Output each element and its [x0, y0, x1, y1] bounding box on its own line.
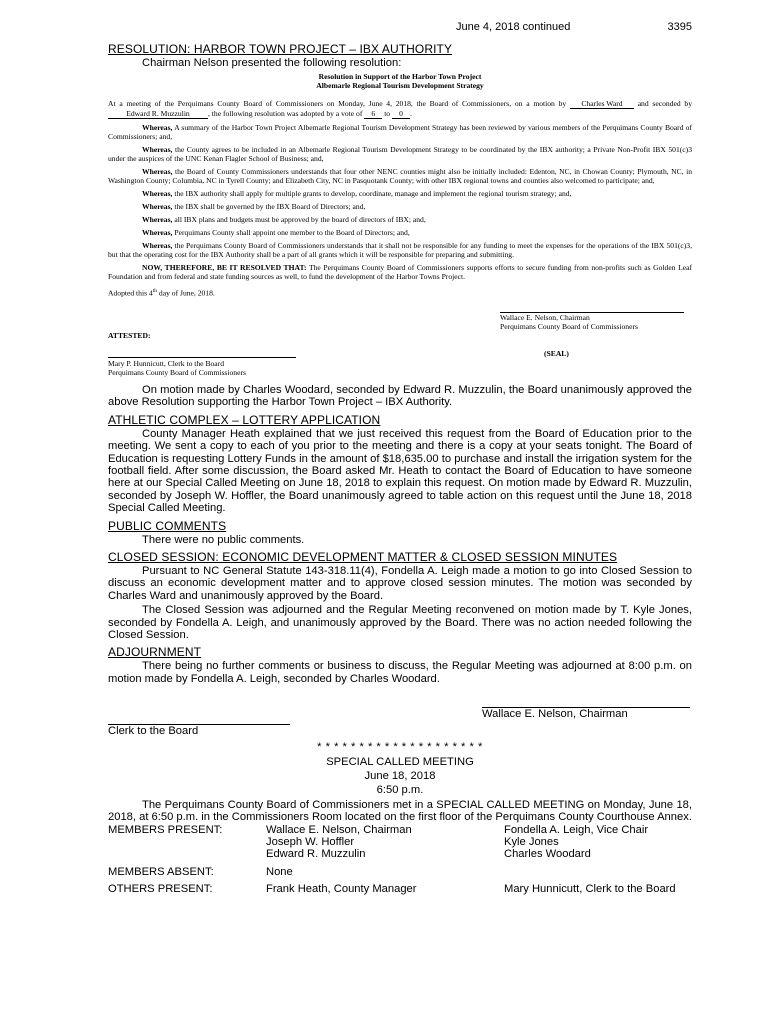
meeting-paragraph: At a meeting of the Perquimans County Board of Commissioners on Monday, June 4, 2018, the Board of Commissioners, on a motion by Charles Ward and seconded by Edward R. Muzzulin , the following resolution was adopted by a vote of 6 to 0 .: [108, 99, 692, 119]
whereas-text: the IBX shall be governed by the IBX Board of Directors; and,: [174, 202, 366, 212]
whereas-label: Whereas,: [142, 241, 173, 251]
meeting-text: At a meeting of the Perquimans County Board of Commissioners on Monday, June 4, 2018, the Board of Commissioners, on a motion by: [108, 99, 567, 109]
adopted-sup: th: [152, 288, 157, 295]
others-present-member: Mary Hunnicutt, Clerk to the Board: [504, 883, 676, 896]
whereas-8: [108, 241, 692, 259]
resolved-paragraph: [108, 263, 692, 281]
vote-text: , the following resolution was adopted by a vote of: [208, 109, 363, 119]
vote-for: 6: [364, 109, 382, 119]
whereas-label: Whereas,: [142, 189, 173, 199]
seal-label: (SEAL): [544, 348, 569, 358]
whereas-5: [108, 202, 692, 211]
whereas-text: Perquimans County shall appoint one member to the Board of Directors; and,: [174, 228, 410, 238]
adopted-prefix: Adopted this 4: [108, 288, 153, 298]
present-member: Edward R. Muzzulin: [266, 848, 366, 861]
others-present-label: OTHERS PRESENT:: [108, 883, 213, 896]
whereas-label: Whereas,: [142, 215, 173, 225]
present-member: Charles Woodard: [504, 848, 591, 861]
whereas-text: A summary of the Harbor Town Project Albemarle Regional Tourism Development Strategy has been reviewed by various members of the Perquimans County Board of Commissioners; and,: [108, 123, 692, 142]
whereas-label: Whereas,: [142, 167, 173, 177]
chair-org: Perquimans County Board of Commissioners: [500, 321, 638, 331]
whereas-label: Whereas,: [142, 228, 173, 238]
signature-block: [108, 312, 692, 384]
members-present-label: MEMBERS PRESENT:: [108, 823, 223, 836]
seconded-label: and seconded by: [637, 99, 692, 109]
special-meeting-date: June 18, 2018: [364, 770, 436, 783]
resolution-heading: RESOLUTION: HARBOR TOWN PROJECT – IBX AUTHORITY: [108, 42, 453, 56]
present-member: Kyle Jones: [504, 836, 559, 849]
adopted-suffix: day of June, 2018.: [158, 288, 215, 298]
resolution-intro: Chairman Nelson presented the following resolution:: [142, 57, 402, 69]
members-absent-row: [108, 866, 692, 878]
athletic-text: County Manager Heath explained that we just received this request from the Board of Education prior to the meeting. We sent a copy to each of you prior to the meeting and there is a copy at your seats tonight. The Board of Education is requesting Lottery Funds in the amount of $18,635.00 to purchase and install the irrigation system for the football field. After some discussion, the Board asked Mr. Heath to contact the Board of Education to have someone here at our Special Called Meeting on June 18, 2018 to explain this request. On motion made by Edward R. Muzzulin, seconded by Joseph W. Hoffler, the Board unanimously agreed to table action on this request until the June 18, 2018 Special Called Meeting.: [108, 427, 692, 515]
separator-stars: * * * * * * * * * * * * * * * * * * * *: [317, 741, 483, 754]
whereas-text: all IBX plans and budgets must be approved by the board of directors of IBX; and,: [174, 215, 426, 225]
members-absent-label: MEMBERS ABSENT:: [108, 865, 214, 878]
whereas-text: the IBX authority shall apply for multiple grants to develop, coordinate, manage and implement the regional tourism strategy; and,: [174, 189, 572, 199]
members-present-row: [108, 836, 692, 848]
resolution-motion: On motion made by Charles Woodard, seconded by Edward R. Muzzulin, the Board unanimously approved the above Resolution supporting the Harbor Town Project – IBX Authority.: [108, 383, 692, 409]
members-present-row: [108, 848, 692, 860]
whereas-text: the Perquimans County Board of Commissioners understands that it shall not be responsible for any funding to meet the expenses for the operations of the IBX 501(c)3, but that the operating cost for the IBX Authority shall be a part of all grants which it will be responsible for preparing and submitting.: [108, 241, 692, 260]
whereas-3: [108, 167, 692, 185]
resolution-title-2: Albemarle Regional Tourism Development Strategy: [316, 81, 484, 91]
whereas-4: [108, 189, 692, 198]
members-absent-value: None: [266, 865, 293, 878]
public-comments-text: There were no public comments.: [142, 533, 305, 546]
vote-to: to: [384, 109, 391, 119]
clerk-name: Mary P. Hunnicutt, Clerk to the Board: [108, 358, 225, 368]
adjournment-text: There being no further comments or business to discuss, the Regular Meeting was adjourned at 8:00 p.m. on motion made by Fondella A. Leigh, seconded by Charles Woodard.: [108, 660, 692, 685]
special-meeting-time: 6:50 p.m.: [376, 784, 424, 797]
page-number: 3395: [667, 21, 692, 33]
seconded-by: Edward R. Muzzulin: [108, 109, 208, 119]
whereas-2: [108, 145, 692, 163]
chair-signature-name: Wallace E. Nelson, Chairman: [482, 708, 628, 721]
whereas-text: the Board of County Commissioners understands that four other NENC counties might also be initially included: Edenton, NC, in Chowan County; Plymouth, NC, in Washington County; Columbia, NC in Tyrell County; and Elizabeth City, NC in Pasquotank County; with other IBX regional towns and counties also welcomed to participate; and,: [108, 167, 692, 186]
closed-session-text-2: The Closed Session was adjourned and the Regular Meeting reconvened on motion made by T. Kyle Jones, seconded by Fondella A. Leigh, and unanimously approved by the Board. There was no action needed following the Closed Session.: [108, 604, 692, 642]
adjournment-signatures: [108, 699, 692, 741]
motion-by: Charles Ward: [570, 99, 634, 109]
special-meeting-text: The Perquimans County Board of Commissioners met in a SPECIAL CALLED MEETING on Monday, June 18, 2018, at 6:50 p.m. in the Commissioners Room located on the first floor of the Perquimans County Courthouse Annex.: [108, 798, 692, 824]
document-page: [108, 18, 692, 896]
clerk-signature-line: [108, 357, 296, 358]
closed-session-heading: CLOSED SESSION: ECONOMIC DEVELOPMENT MATTER & CLOSED SESSION MINUTES: [108, 550, 618, 564]
present-member: Fondella A. Leigh, Vice Chair: [504, 823, 649, 836]
page-header: [108, 18, 692, 34]
others-present-member: Frank Heath, County Manager: [266, 883, 417, 896]
adjournment-heading: ADJOURNMENT: [108, 645, 202, 660]
closed-session-text-1: Pursuant to NC General Statute 143-318.11(4), Fondella A. Leigh made a motion to go into Closed Session to discuss an economic development matter and to approve closed session minutes. The motion was seconded by Charles Ward and unanimously approved by the Board.: [108, 565, 692, 602]
special-meeting-title: SPECIAL CALLED MEETING: [326, 755, 474, 768]
whereas-label: Whereas,: [142, 123, 173, 133]
public-comments-heading: PUBLIC COMMENTS: [108, 518, 227, 533]
athletic-heading: ATHLETIC COMPLEX – LOTTERY APPLICATION: [108, 412, 381, 427]
attested-label: ATTESTED:: [108, 330, 151, 340]
present-member: Joseph W. Hoffler: [266, 836, 355, 849]
whereas-1: [108, 123, 692, 141]
whereas-label: Whereas,: [142, 145, 173, 155]
special-meeting-header: [108, 741, 692, 797]
resolution-title-1: Resolution in Support of the Harbor Town Project: [318, 72, 482, 82]
clerk-org: Perquimans County Board of Commissioners: [108, 367, 246, 377]
clerk-signature-title: Clerk to the Board: [108, 725, 199, 738]
attendance-block: [108, 824, 692, 896]
whereas-text: the County agrees to be included in an Albemarle Regional Tourism Development Strategy to be coordinated by the IBX authority; a Private Non-Profit IBX 501(c)3 under the auspices of the UNC Kenan Flagler School of Business; and,: [108, 145, 692, 164]
resolved-label: NOW, THEREFORE, BE IT RESOLVED THAT:: [142, 263, 307, 273]
whereas-6: [108, 215, 692, 224]
resolution-body: [108, 72, 692, 384]
header-date: June 4, 2018 continued: [456, 21, 571, 33]
members-present-row: [108, 824, 692, 836]
whereas-7: [108, 228, 692, 237]
resolved-text: The Perquimans County Board of Commissioners supports efforts to secure funding from non-profits such as Golden Leaf Foundation and from federal and state funding sources as well, to fund the development of the Harbor Towns Project.: [108, 263, 693, 282]
chair-name: Wallace E. Nelson, Chairman: [500, 312, 590, 322]
vote-against: 0: [392, 109, 410, 119]
whereas-label: Whereas,: [142, 202, 173, 212]
adopted-line: [108, 287, 692, 298]
present-member: Wallace E. Nelson, Chairman: [266, 823, 412, 836]
others-present-row: [108, 883, 692, 895]
